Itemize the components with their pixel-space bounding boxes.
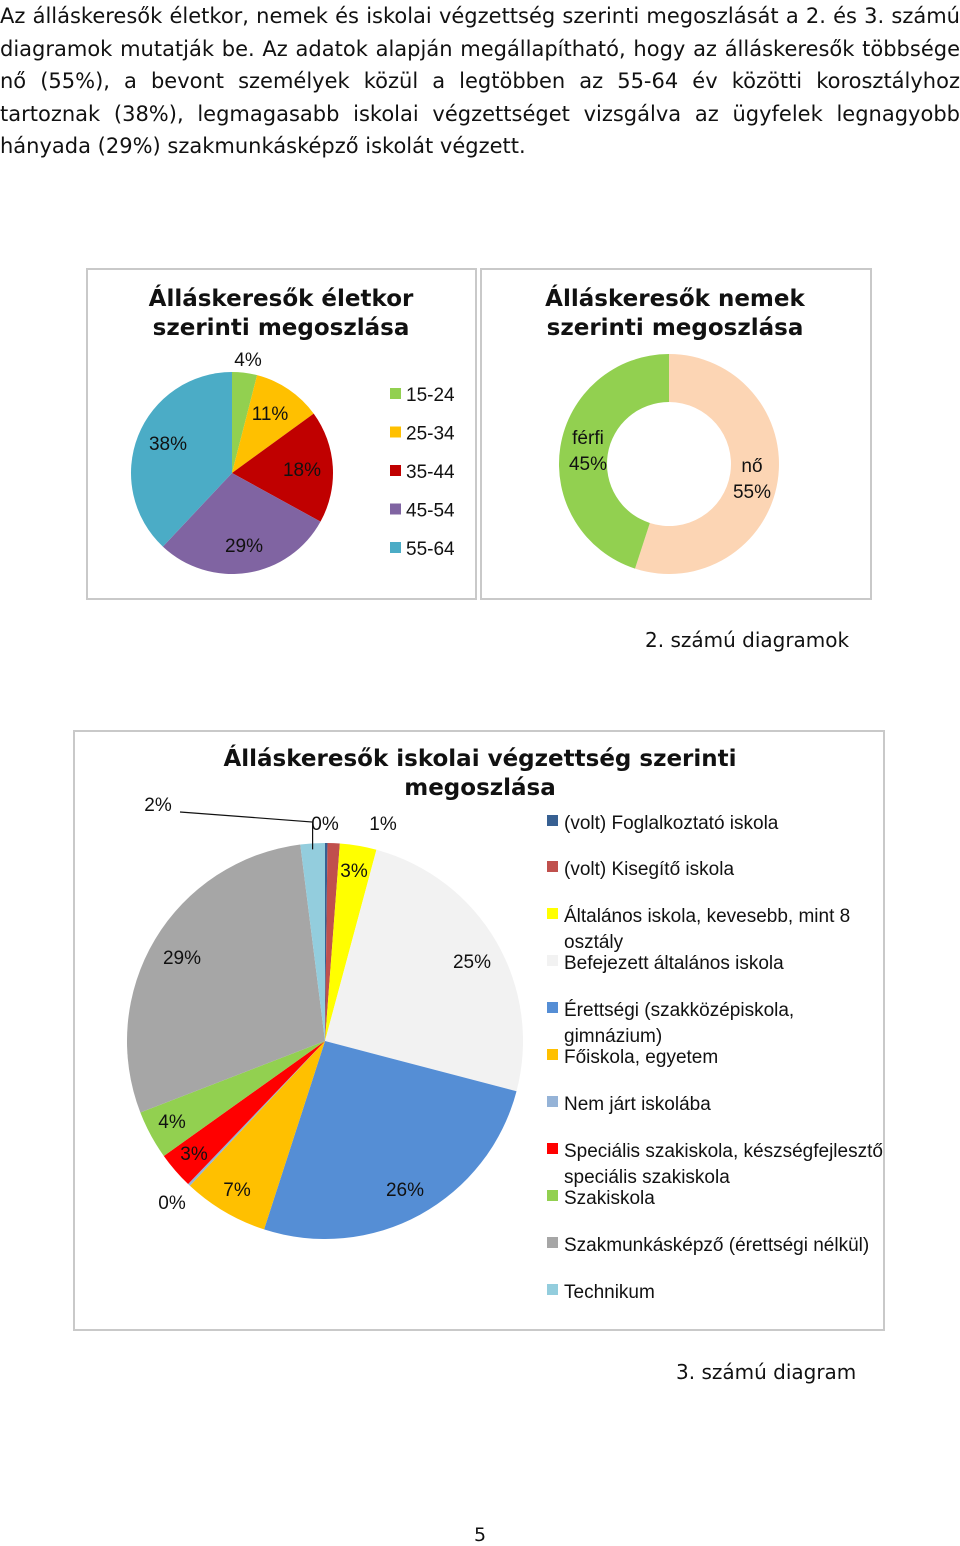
education-legend-label: Szakiskola xyxy=(564,1188,655,1209)
intro-paragraph: Az álláskeresők életkor, nemek és iskolai végzettség szerinti megoszlását a 2. és 3. számú diagramok mutatják be. Az adatok alapján megállapítható, hogy az álláskeresők többsége nő (55%), a bevont személyek közül a legtöbben az 55-64 év közötti korosztályhoz tartoznak (38%), legmagasabb iskolai végzettséget vizsgálva az ügyfelek legnagyobb hányada (29%) szakmunkásképző iskolát végzett. xyxy=(0,4,960,159)
gender-chart-title: Álláskeresők nemek szerinti megoszlása xyxy=(545,286,805,341)
education-legend-swatch xyxy=(547,955,558,966)
education-pie-data-label: 3% xyxy=(180,1144,208,1165)
education-legend-label: Befejezett általános iskola xyxy=(564,953,784,974)
education-pie-data-label: 0% xyxy=(158,1193,186,1214)
gender-label-value: 45% xyxy=(568,454,608,475)
diagram2-caption: 2. számú diagramok xyxy=(645,628,850,652)
age-pie-data-label: 29% xyxy=(224,536,264,557)
education-legend-swatch xyxy=(547,861,558,872)
education-legend-label: Főiskola, egyetem xyxy=(564,1047,719,1068)
age-legend-swatch xyxy=(390,504,401,515)
education-pie-data-label: 29% xyxy=(162,948,202,969)
education-pie-data-label: 1% xyxy=(369,814,397,835)
age-legend-label: 25-34 xyxy=(406,423,455,445)
gender-label-category: nő xyxy=(741,456,763,477)
education-legend-swatch xyxy=(547,1002,558,1013)
education-pie-data-label: 4% xyxy=(158,1112,186,1133)
education-legend-label: (volt) Foglalkoztató iskola xyxy=(564,813,779,834)
education-legend-label: Speciális szakiskola, készségfejlesztő speciális szakiskola xyxy=(564,1141,883,1188)
education-pie-data-label: 7% xyxy=(223,1180,251,1201)
age-pie-data-label: 4% xyxy=(234,350,262,371)
gender-label-category: férfi xyxy=(572,428,604,449)
age-legend-swatch xyxy=(390,388,401,399)
education-leader-line xyxy=(180,812,313,849)
page-number: 5 xyxy=(473,1524,487,1546)
education-legend-label: Szakmunkásképző (érettségi nélkül) xyxy=(564,1235,870,1256)
age-pie-data-label: 18% xyxy=(282,460,322,481)
education-chart-title: Álláskeresők iskolai végzettség szerinti megoszlása xyxy=(223,746,737,801)
age-chart-title: Álláskeresők életkor szerinti megoszlása xyxy=(148,286,414,341)
diagram3-caption: 3. számú diagram xyxy=(676,1360,857,1384)
age-legend-swatch xyxy=(390,427,401,438)
education-legend-swatch xyxy=(547,1096,558,1107)
education-pie-data-label: 25% xyxy=(452,952,492,973)
age-pie-data-label: 11% xyxy=(251,404,289,425)
education-legend-label: (volt) Kisegítő iskola xyxy=(564,859,735,880)
age-pie-data-label: 38% xyxy=(148,434,188,455)
age-legend-swatch xyxy=(390,542,401,553)
education-legend-swatch xyxy=(547,1284,558,1295)
education-legend-swatch xyxy=(547,1143,558,1154)
education-legend-label: Technikum xyxy=(564,1282,655,1303)
education-legend-label: Érettségi (szakközépiskola, gimnázium) xyxy=(564,1000,795,1047)
education-pie-data-label: 0% xyxy=(311,814,339,835)
education-pie-data-label: 26% xyxy=(385,1180,425,1201)
age-legend-label: 55-64 xyxy=(406,539,455,560)
education-legend-swatch xyxy=(547,1237,558,1248)
education-legend-swatch xyxy=(547,815,558,826)
age-legend-label: 45-54 xyxy=(406,500,455,522)
age-legend-label: 35-44 xyxy=(406,462,455,483)
education-pie-data-label: 2% xyxy=(144,795,172,816)
education-legend-swatch xyxy=(547,1190,558,1201)
gender-label-value: 55% xyxy=(732,482,772,503)
education-pie-data-label: 3% xyxy=(340,861,368,882)
education-legend-label: Általános iskola, kevesebb, mint 8 osztály xyxy=(564,906,851,953)
education-legend-swatch xyxy=(547,1049,558,1060)
education-legend-swatch xyxy=(547,908,558,919)
age-legend-swatch xyxy=(390,465,401,476)
age-legend-label: 15-24 xyxy=(406,385,455,406)
education-legend-label: Nem járt iskolába xyxy=(564,1094,711,1115)
